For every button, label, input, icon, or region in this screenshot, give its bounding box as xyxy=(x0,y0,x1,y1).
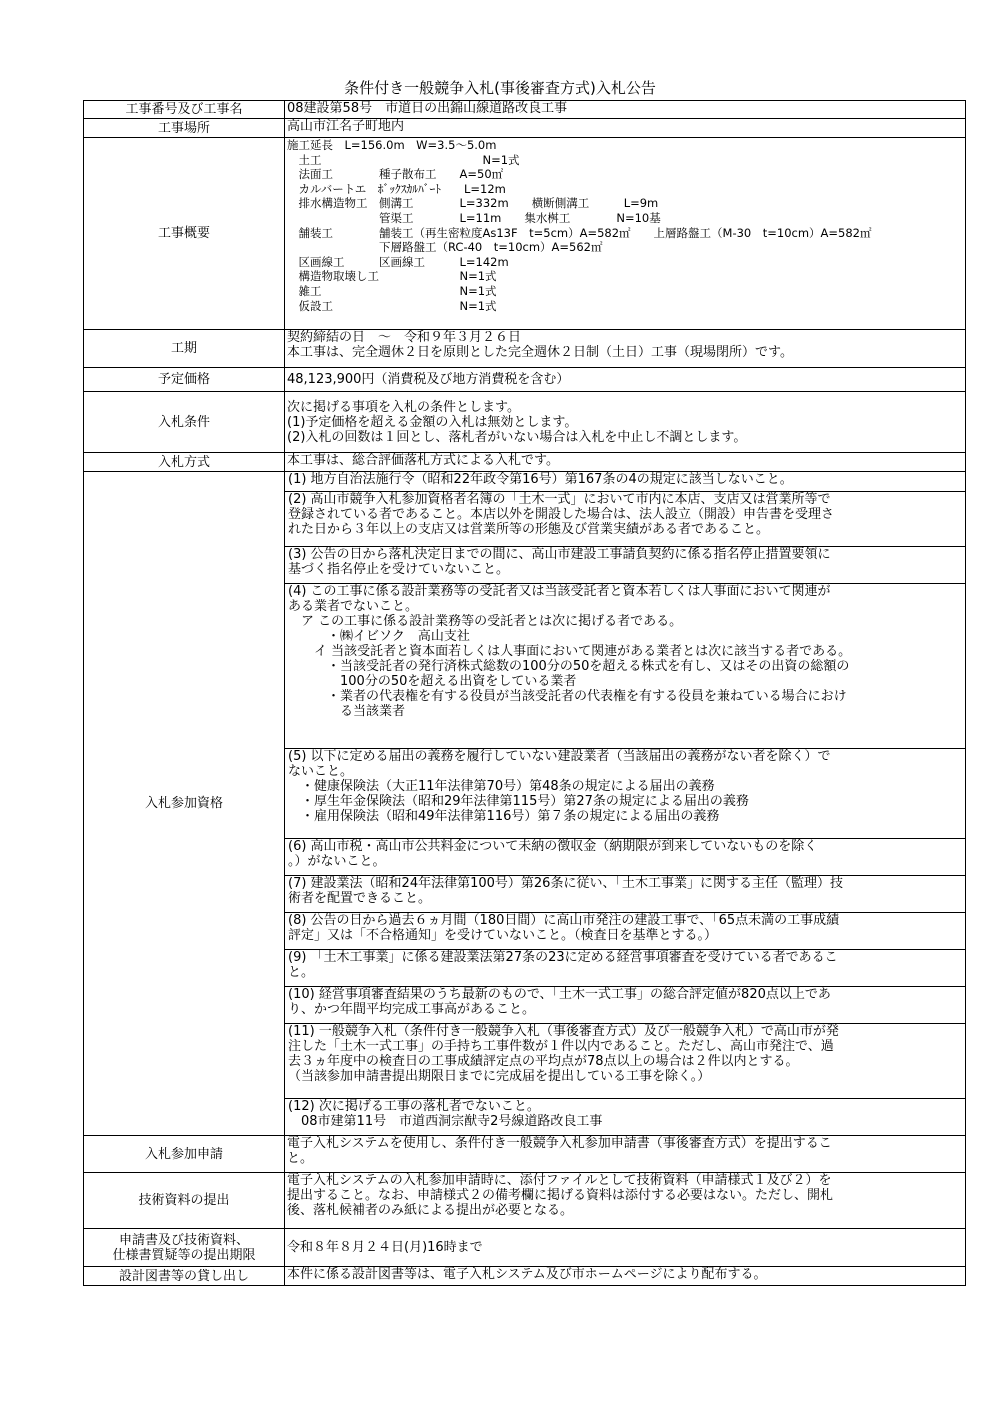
qualification-line: イ 当該受託者と資本面若しくは人事面において関連がある業者とは次に該当する者である。 xyxy=(288,643,852,659)
qualification-line: (1) 地方自治法施行令（昭和22年政令第16号）第167条の4の規定に該当しないこと。 xyxy=(288,472,793,487)
qualification-line: 術者を配置できること。 xyxy=(288,890,432,906)
qualification-item xyxy=(285,1098,965,1135)
tech-docs-label: 技術資料の提出 xyxy=(84,1173,285,1229)
row-work-no xyxy=(84,101,966,119)
conditions-line: (1)予定価格を超える金額の入札は無効とします。 xyxy=(287,414,578,430)
row-conditions xyxy=(84,392,966,453)
qualification-item xyxy=(285,875,965,912)
qualification-items xyxy=(285,472,965,1135)
notice-title: 条件付き一般競争入札(事後審査方式)入札公告 xyxy=(344,79,656,97)
application-label: 入札参加申請 xyxy=(84,1136,285,1173)
overview-line: 下層路盤工（RC-40 t=10cm）A=562㎡ xyxy=(287,240,603,255)
overview-label: 工事概要 xyxy=(84,138,285,330)
qualification-line: 。）がないこと。 xyxy=(288,853,386,869)
row-tech-docs xyxy=(84,1173,966,1229)
period-line: 本工事は、完全週休２日を原則とした完全週休２日制（土日）工事（現場閉所）です。 xyxy=(287,345,793,360)
qualification-line: ないこと。 xyxy=(288,763,354,779)
row-location xyxy=(84,119,966,138)
conditions-label: 入札条件 xyxy=(84,392,285,453)
qualification-line: (5) 以下に定める届出の義務を履行していない建設業者（当該届出の義務がない者を除く）で xyxy=(288,748,831,764)
qualification-item xyxy=(285,912,965,949)
tech-docs-value xyxy=(285,1173,966,1229)
application-line: 電子入札システムを使用し、条件付き一般競争入札参加申請書（事後審査方式）を提出するこ xyxy=(287,1136,832,1151)
tech-docs-line: 後、落札候補者のみ紙による提出が必要となる。 xyxy=(287,1203,574,1218)
overview-line: 法面工 種子散布工 A=50㎡ xyxy=(287,167,504,182)
notice-table xyxy=(83,100,966,1286)
qualification-line: (11) 一般競争入札（条件付き一般競争入札（事後審査方式）及び一般競争入札）で高山市が発 xyxy=(288,1023,839,1039)
application-value xyxy=(285,1136,966,1173)
tech-docs-line: 電子入札システムの入札参加申請時に、添付ファイルとして技術資料（申請様式１及び２）を xyxy=(287,1173,832,1188)
overview-line: 区画線工 区画線工 L=142m xyxy=(287,254,509,269)
qualification-line: ・厚生年金保険法（昭和29年法律第115号）第27条の規定による届出の義務 xyxy=(288,793,749,809)
overview-line: 雑工 N=1式 xyxy=(287,283,497,298)
qualification-line: ・㈱イビソク 高山支社 xyxy=(288,628,470,644)
deadline-value: 令和８年８月２４日(月)16時まで xyxy=(285,1229,966,1267)
qualification-line: (4) この工事に係る設計業務等の受託者又は当該受託者と資本若しくは人事面において関連が xyxy=(288,583,831,599)
qualification-line: （当該参加申請書提出期限日までに完成届を提出している工事を除く。） xyxy=(288,1068,711,1084)
qualification-line: (3) 公告の日から落札決定日までの間に、高山市建設工事請負契約に係る指名停止措置要領に xyxy=(288,546,831,562)
application-line: と。 xyxy=(287,1151,314,1166)
qualification-item xyxy=(285,546,965,583)
row-method xyxy=(84,453,966,472)
qualification-line: と。 xyxy=(288,964,315,980)
qualification-item xyxy=(285,838,965,875)
overview-line: 排水構造物工 側溝工 L=332m 横断側溝工 L=9m xyxy=(287,196,659,211)
row-overview xyxy=(84,138,966,330)
conditions-line: 次に掲げる事項を入札の条件とします。 xyxy=(287,399,520,415)
price-value: 48,123,900円（消費税及び地方消費税を含む） xyxy=(285,368,966,392)
qualification-item xyxy=(285,986,965,1023)
qualification-item xyxy=(285,748,965,838)
qualification-item xyxy=(285,1023,965,1098)
drawings-label: 設計図書等の貸し出し xyxy=(84,1267,285,1286)
qualification-item xyxy=(285,583,965,748)
qualification-line: 注した「土木一式工事」の手持ち工事件数が１件以内であること。ただし、高山市発注で、過 xyxy=(288,1038,834,1054)
qualification-line: (10) 経営事項審査結果のうち最新のもので、「土木一式工事」の総合評定値が820点以上であ xyxy=(288,986,831,1002)
row-deadline xyxy=(84,1229,966,1267)
qualification-item xyxy=(285,472,965,491)
row-price xyxy=(84,368,966,392)
deadline-label xyxy=(84,1229,285,1267)
deadline-label-line: 仕様書質疑等の提出期限 xyxy=(112,1247,256,1263)
qualification-line: (6) 高山市税・高山市公共料金について未納の徴収金（納期限が到来していないものを除く xyxy=(288,838,818,854)
qualification-line: 08市建第11号 市道西洞宗猷寺2号線道路改良工事 xyxy=(288,1113,603,1129)
qualification-item xyxy=(285,491,965,546)
period-line: 契約締結の日 ～ 令和９年３月２６日 xyxy=(287,330,522,345)
qualification-line: 基づく指名停止を受けていないこと。 xyxy=(288,561,510,577)
qualification-line: ・当該受託者の発行済株式総数の100分の50を超える株式を有し、又はその出資の総額の xyxy=(288,658,850,674)
conditions-value xyxy=(285,392,966,453)
qualification-line: れた日から３年以上の支店又は営業所等の形態及び営業実績がある者であること。 xyxy=(288,521,770,537)
qualification-line: 100分の50を超える出資をしている業者 xyxy=(288,673,577,689)
conditions-line: (2)入札の回数は１回とし、落札者がいない場合は入札を中止し不調とします。 xyxy=(287,429,747,445)
qualification-value xyxy=(285,472,966,1136)
row-qualification xyxy=(84,472,966,1136)
qualification-line: 評定」又は「不合格通知」を受けていないこと。（検査日を基準とする。） xyxy=(288,927,718,943)
qualification-item xyxy=(285,949,965,986)
period-value xyxy=(285,330,966,368)
overview-line: 施工延長 L=156.0m W=3.5～5.0m xyxy=(287,138,497,152)
overview-line: カルバートエ ﾎﾞｯｸｽｶﾙﾊﾞｰﾄ L=12m xyxy=(287,181,506,196)
qualification-line: (12) 次に掲げる工事の落札者でないこと。 xyxy=(288,1098,540,1114)
qualification-line: ア この工事に係る設計業務等の受託者とは次に掲げる者である。 xyxy=(288,613,683,629)
method-value: 本工事は、総合評価落札方式による入札です。 xyxy=(285,453,966,472)
qualification-line: ・健康保険法（大正11年法律第70号）第48条の規定による届出の義務 xyxy=(288,778,715,794)
location-value: 高山市江名子町地内 xyxy=(285,119,966,138)
row-application xyxy=(84,1136,966,1173)
qualification-line: ある業者でないこと。 xyxy=(288,598,419,614)
period-label: 工期 xyxy=(84,330,285,368)
qualification-line: (2) 高山市競争入札参加資格者名簿の「土木一式」において市内に本店、支店又は営業所等で xyxy=(288,491,831,507)
qualification-line: (9) 「土木工事業」に係る建設業法第27条の23に定める経営事項審査を受けている者であるこ xyxy=(288,949,838,965)
qualification-line: ・業者の代表権を有する役員が当該受託者の代表権を有する役員を兼ねている場合におけ xyxy=(288,688,847,704)
method-label: 入札方式 xyxy=(84,453,285,472)
overview-value xyxy=(285,138,966,330)
qualification-line: り、かつ年間平均完成工事高があること。 xyxy=(288,1001,536,1017)
work-no-label: 工事番号及び工事名 xyxy=(84,101,285,119)
qualification-line: (7) 建設業法（昭和24年法律第100号）第26条に従い、「土木工事業」に関する主任（監理）技 xyxy=(288,875,843,891)
qualification-label: 入札参加資格 xyxy=(84,472,285,1136)
location-label: 工事場所 xyxy=(84,119,285,138)
tech-docs-line: 提出すること。なお、申請様式２の備考欄に掲げる資料は添付する必要はない。ただし、開札 xyxy=(287,1188,834,1203)
qualification-line: (8) 公告の日から過去６ヵ月間（180日間）に高山市発注の建設工事で、「65点未満の工事成績 xyxy=(288,912,840,928)
overview-line: 仮設工 N=1式 xyxy=(287,298,497,313)
overview-line: 舗装工 舗装工（再生密粒度As13F t=5cm）A=582㎡ 上層路盤工（M-30 t=10cm）A=582㎡ xyxy=(287,225,872,240)
qualification-line: る当該業者 xyxy=(288,703,406,719)
deadline-label-line: 申請書及び技術資料、 xyxy=(118,1232,249,1248)
price-label: 予定価格 xyxy=(84,368,285,392)
drawings-value: 本件に係る設計図書等は、電子入札システム及び市ホームページにより配布する。 xyxy=(285,1267,966,1286)
work-no-value: 08建設第58号 市道日の出錦山線道路改良工事 xyxy=(285,101,966,119)
row-period xyxy=(84,330,966,368)
overview-line: 管渠工 L=11m 集水桝工 N=10基 xyxy=(287,210,661,225)
qualification-line: ・雇用保険法（昭和49年法律第116号）第７条の規定による届出の義務 xyxy=(288,808,720,824)
qualification-line: 去３ヵ年度中の検査日の工事成績評定点の平均点が78点以上の場合は２件以内とする。 xyxy=(288,1053,799,1069)
row-drawings xyxy=(84,1267,966,1286)
overview-line: 構造物取壊し工 N=1式 xyxy=(287,269,497,284)
qualification-line: 登録されている者であること。本店以外を開設した場合は、法人設立（開設）申告書を受理さ xyxy=(288,506,835,522)
overview-line: 土工 N=1式 xyxy=(287,152,520,167)
